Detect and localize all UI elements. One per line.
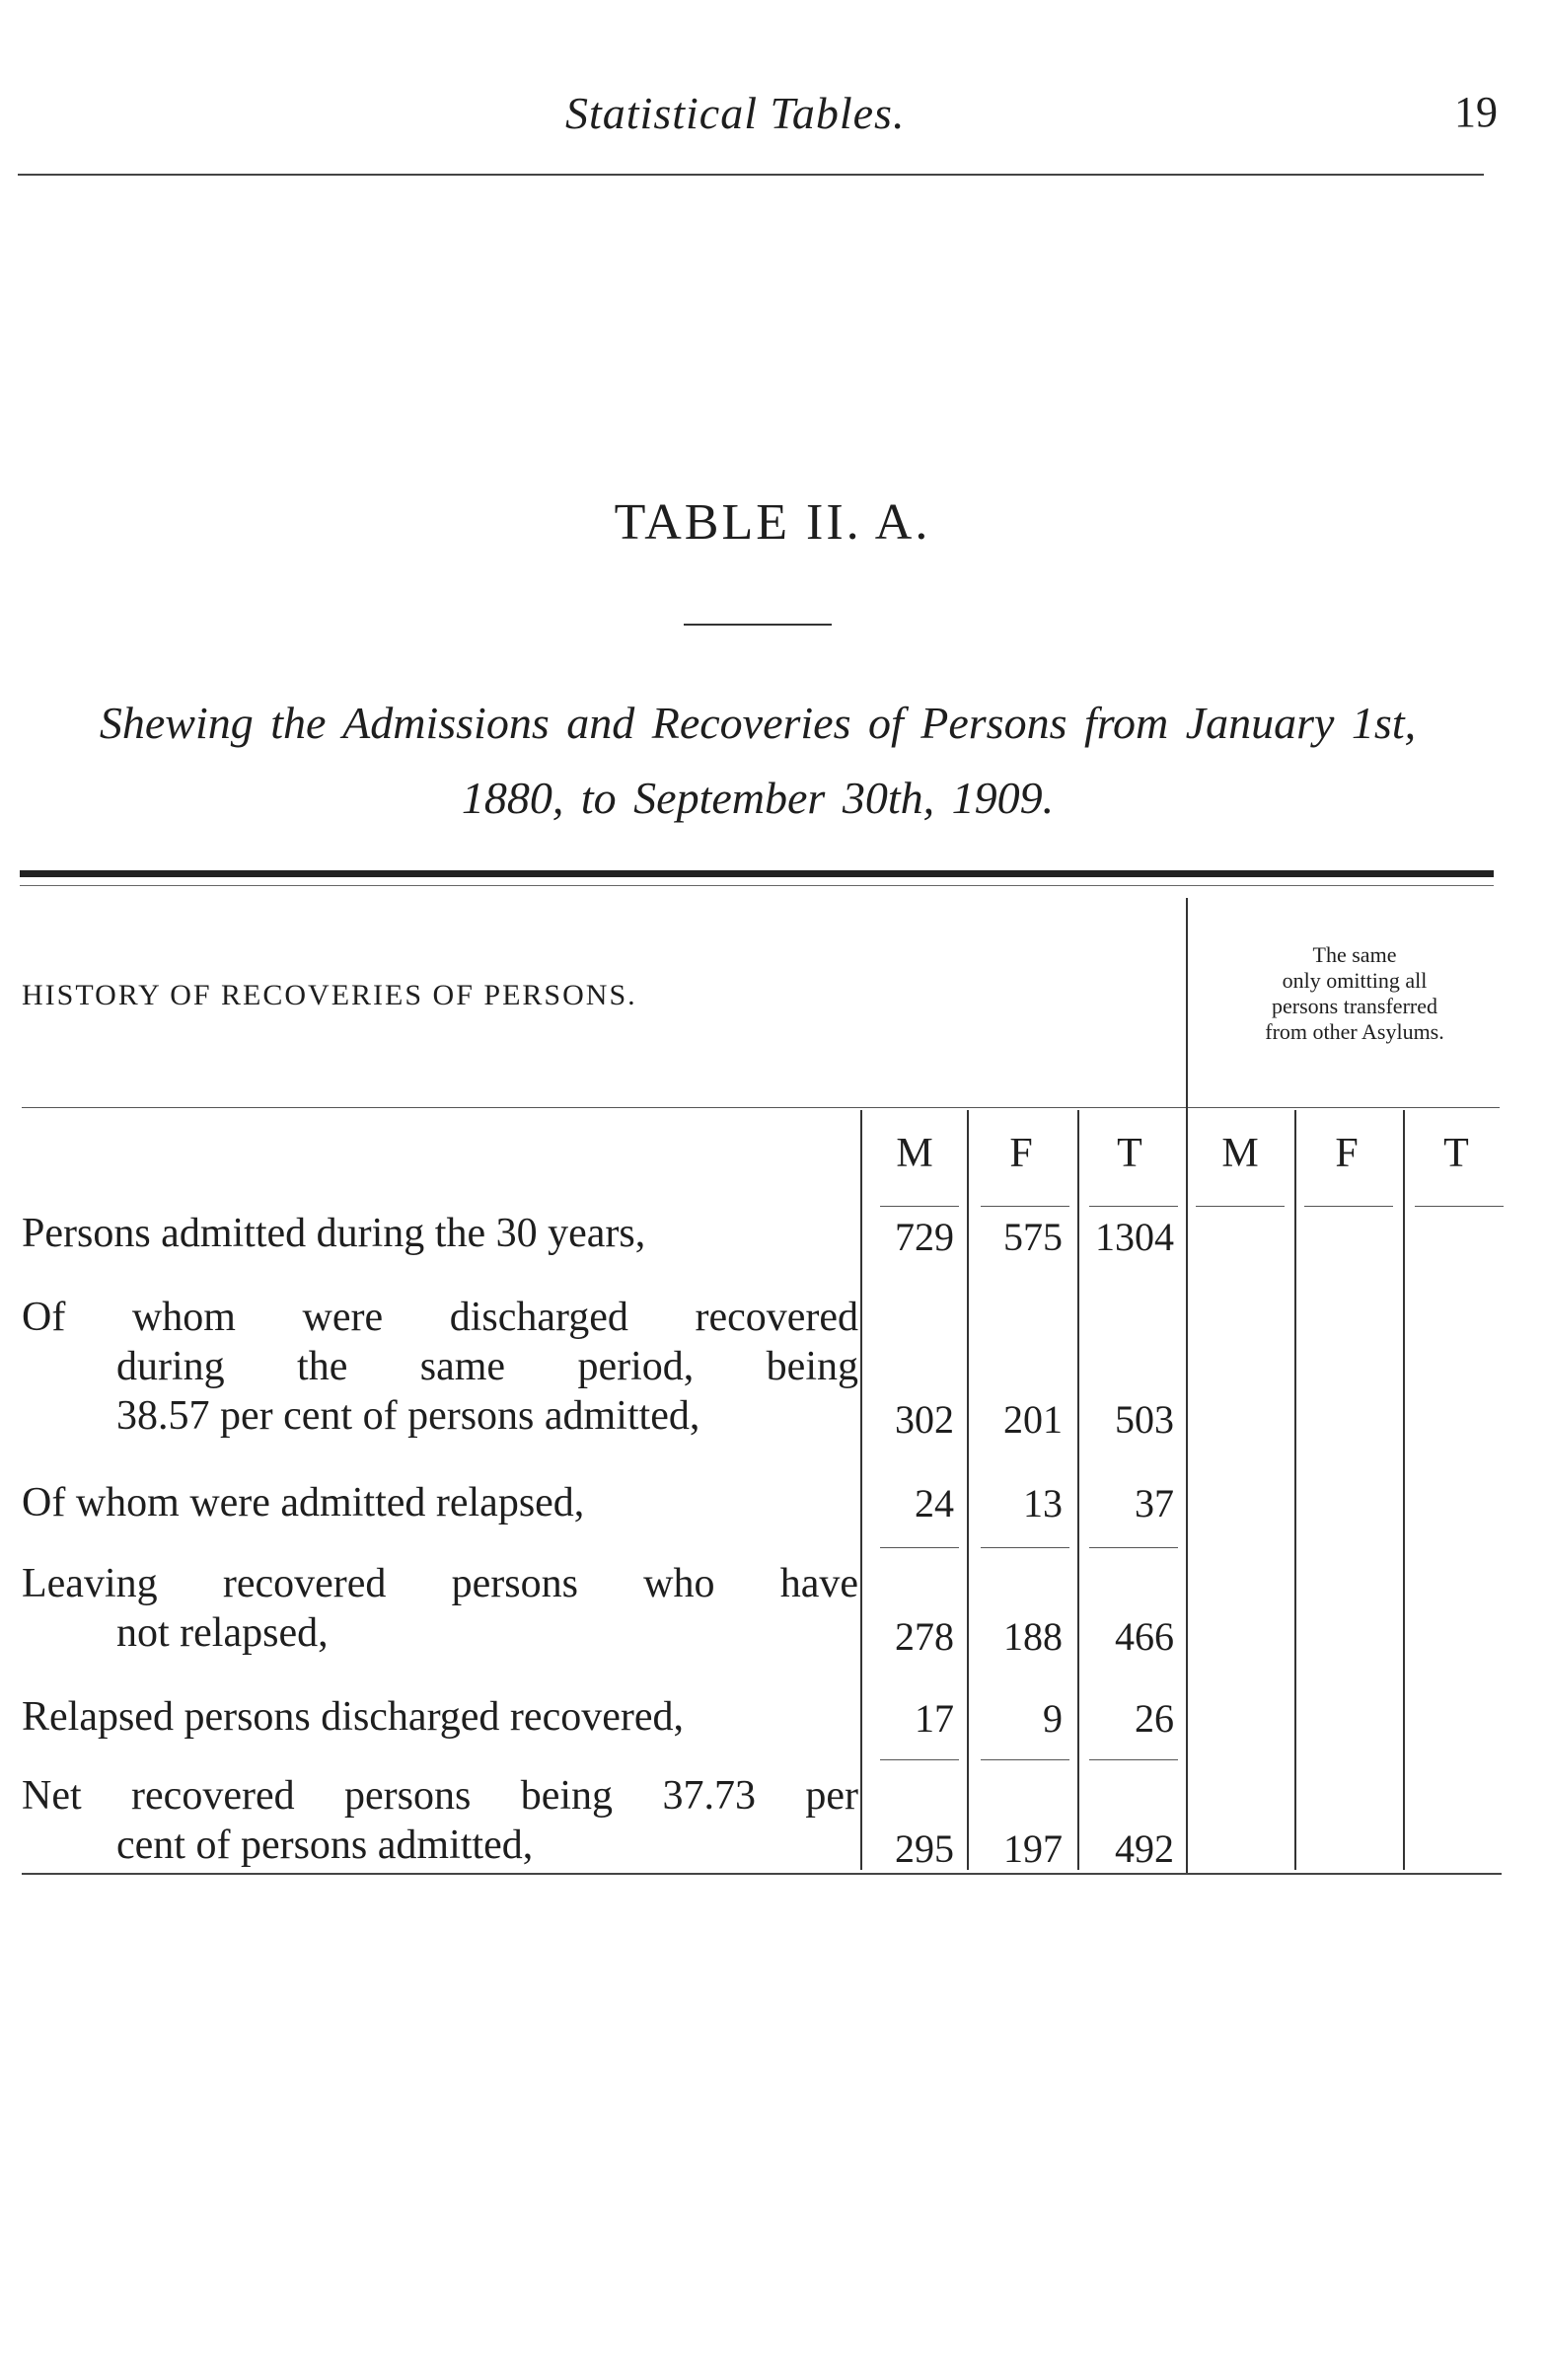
subtraction-rule-1-t bbox=[1089, 1547, 1178, 1548]
row-label-line: Net recovered persons being 37.73 per bbox=[22, 1773, 858, 1819]
table-subtitle bbox=[18, 686, 1498, 836]
excluding-transfers-line-1: The same bbox=[1312, 942, 1397, 967]
row-label-line: Relapsed persons discharged recovered, bbox=[22, 1694, 684, 1740]
subtraction-rule-1-m bbox=[880, 1547, 959, 1548]
subtitle-line-2: 1880, to September 30th, 1909. bbox=[461, 773, 1055, 823]
col-head-f: F bbox=[1009, 1131, 1033, 1176]
excluding-transfers-line-4: from other Asylums. bbox=[1265, 1019, 1444, 1044]
col-head-underline-f bbox=[981, 1206, 1069, 1207]
row-label-net-recovered bbox=[22, 1771, 858, 1870]
row-label-discharged-recovered bbox=[22, 1293, 858, 1441]
col-head-underline-f-excl bbox=[1304, 1206, 1393, 1207]
row-label-line: Of whom were admitted relapsed, bbox=[22, 1480, 585, 1525]
cell-discharged-t: 503 bbox=[1115, 1397, 1174, 1442]
subtraction-rule-2-m bbox=[880, 1759, 959, 1760]
row-label-not-relapsed bbox=[22, 1559, 858, 1658]
header-bottom-rule-right bbox=[1188, 1107, 1500, 1108]
recoveries-table bbox=[22, 888, 1504, 1875]
cell-admitted-m: 729 bbox=[895, 1215, 954, 1259]
col-head-t-excl: T bbox=[1443, 1131, 1469, 1176]
running-title: Statistical Tables. bbox=[565, 88, 906, 138]
col-divider-f2-t2 bbox=[1403, 1110, 1405, 1870]
history-header: HISTORY OF RECOVERIES OF PERSONS. bbox=[22, 979, 637, 1011]
title-divider bbox=[684, 624, 832, 626]
excluding-transfers-line-3: persons transferred bbox=[1272, 994, 1437, 1018]
page-number: 19 bbox=[1454, 88, 1498, 136]
cell-discharged-m: 302 bbox=[895, 1397, 954, 1442]
cell-not-relapsed-t: 466 bbox=[1115, 1614, 1174, 1659]
row-label-line: Persons admitted during the 30 years, bbox=[22, 1211, 646, 1256]
subtitle-line-1: Shewing the Admissions and Recoveries of Persons from January 1st, bbox=[99, 698, 1417, 748]
cell-net-recovered-t: 492 bbox=[1115, 1826, 1174, 1871]
cell-relapsed-f: 13 bbox=[1023, 1481, 1063, 1525]
cell-discharged-f: 201 bbox=[1003, 1397, 1063, 1442]
table-top-thin-rule bbox=[20, 885, 1494, 886]
row-label-relapsed-discharged bbox=[22, 1692, 858, 1742]
col-head-underline-m-excl bbox=[1196, 1206, 1285, 1207]
cell-not-relapsed-f: 188 bbox=[1003, 1614, 1063, 1659]
header-rule bbox=[18, 174, 1484, 176]
row-label-line: Of whom were discharged recovered bbox=[22, 1295, 858, 1340]
cell-relapsed-m: 24 bbox=[915, 1481, 954, 1525]
running-header bbox=[18, 87, 1498, 156]
col-head-m: M bbox=[896, 1131, 933, 1176]
col-head-f-excl: F bbox=[1335, 1131, 1359, 1176]
row-label-line: not relapsed, bbox=[116, 1610, 329, 1656]
cell-relapsed-discharged-f: 9 bbox=[1043, 1696, 1063, 1741]
row-label-admitted bbox=[22, 1209, 858, 1258]
cell-relapsed-discharged-t: 26 bbox=[1135, 1696, 1174, 1741]
header-divider-vertical bbox=[1186, 898, 1188, 1875]
subtraction-rule-2-f bbox=[981, 1759, 1069, 1760]
excluding-transfers-header bbox=[1202, 942, 1508, 1045]
col-head-t: T bbox=[1117, 1131, 1142, 1176]
col-head-underline-t bbox=[1089, 1206, 1178, 1207]
cell-admitted-t: 1304 bbox=[1095, 1215, 1174, 1259]
cell-not-relapsed-m: 278 bbox=[895, 1614, 954, 1659]
col-head-underline-m bbox=[880, 1206, 959, 1207]
subtraction-rule-2-t bbox=[1089, 1759, 1178, 1760]
cell-admitted-f: 575 bbox=[1003, 1215, 1063, 1259]
col-head-m-excl: M bbox=[1221, 1131, 1259, 1176]
row-label-line: during the same period, being bbox=[116, 1344, 858, 1389]
row-label-line: 38.57 per cent of persons admitted, bbox=[116, 1393, 700, 1439]
cell-net-recovered-f: 197 bbox=[1003, 1826, 1063, 1871]
excluding-transfers-line-2: only omitting all bbox=[1282, 968, 1428, 993]
row-label-line: cent of persons admitted, bbox=[116, 1822, 534, 1868]
header-bottom-rule-left bbox=[22, 1107, 1186, 1108]
col-head-underline-t-excl bbox=[1415, 1206, 1504, 1207]
cell-relapsed-discharged-m: 17 bbox=[915, 1696, 954, 1741]
subtraction-rule-1-f bbox=[981, 1547, 1069, 1548]
row-label-admitted-relapsed bbox=[22, 1478, 858, 1527]
table-bottom-rule bbox=[22, 1873, 1502, 1875]
row-label-line: Leaving recovered persons who have bbox=[22, 1561, 858, 1606]
col-divider-m2-f2 bbox=[1294, 1110, 1296, 1870]
cell-net-recovered-m: 295 bbox=[895, 1826, 954, 1871]
table-top-rule bbox=[20, 870, 1494, 877]
table-title: TABLE II. A. bbox=[614, 494, 931, 551]
cell-relapsed-t: 37 bbox=[1135, 1481, 1174, 1525]
